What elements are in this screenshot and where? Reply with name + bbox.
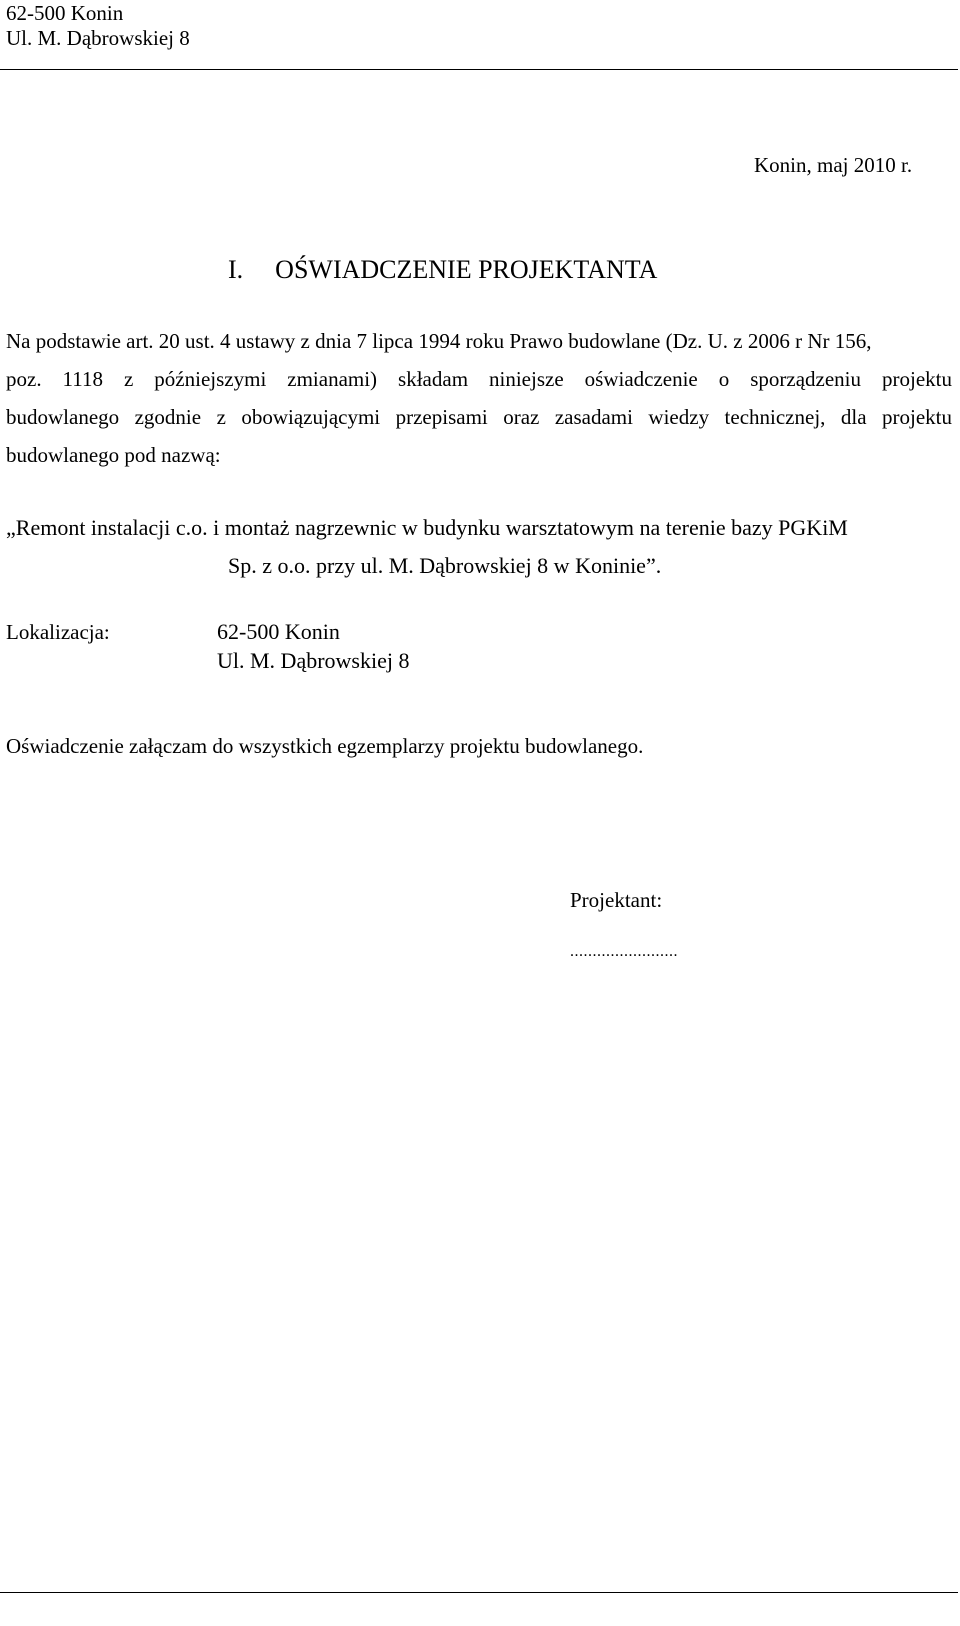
body-line-3: budowlanego zgodnie z obowiązującymi przepisami oraz zasadami wiedzy technicznej, dla projektu — [6, 405, 952, 429]
project-name-line1: „Remont instalacji c.o. i montaż nagrzewnic w budynku warsztatowym na terenie bazy PGKiM — [6, 515, 848, 540]
attachment-note: Oświadczenie załączam do wszystkich egzemplarzy projektu budowlanego. — [6, 734, 644, 758]
body-line-4: budowlanego pod nazwą: — [6, 443, 221, 467]
body-line-1: Na podstawie art. 20 ust. 4 ustawy z dnia 7 lipca 1994 roku Prawo budowlane (Dz. U. z 2006 r Nr 156, — [6, 329, 872, 353]
header-divider — [0, 69, 958, 70]
header-address-line2: Ul. M. Dąbrowskiej 8 — [6, 26, 190, 50]
location-label: Lokalizacja: — [6, 620, 110, 644]
document-title — [228, 254, 657, 285]
date-line: Konin, maj 2010 r. — [754, 153, 913, 177]
signature-placeholder: ........................ — [570, 943, 678, 960]
title-number: I. — [228, 255, 244, 284]
signature-label: Projektant: — [570, 888, 663, 912]
project-name-line2: Sp. z o.o. przy ul. M. Dąbrowskiej 8 w Koninie”. — [228, 553, 662, 578]
location-line1: 62-500 Konin — [217, 619, 340, 644]
title-text: OŚWIADCZENIE PROJEKTANTA — [275, 255, 658, 284]
footer-divider — [0, 1592, 958, 1593]
location-line2: Ul. M. Dąbrowskiej 8 — [217, 648, 410, 673]
body-line-2: poz. 1118 z późniejszymi zmianami) składam niniejsze oświadczenie o sporządzeniu projektu — [6, 367, 952, 391]
header-address-line1: 62-500 Konin — [6, 1, 124, 25]
